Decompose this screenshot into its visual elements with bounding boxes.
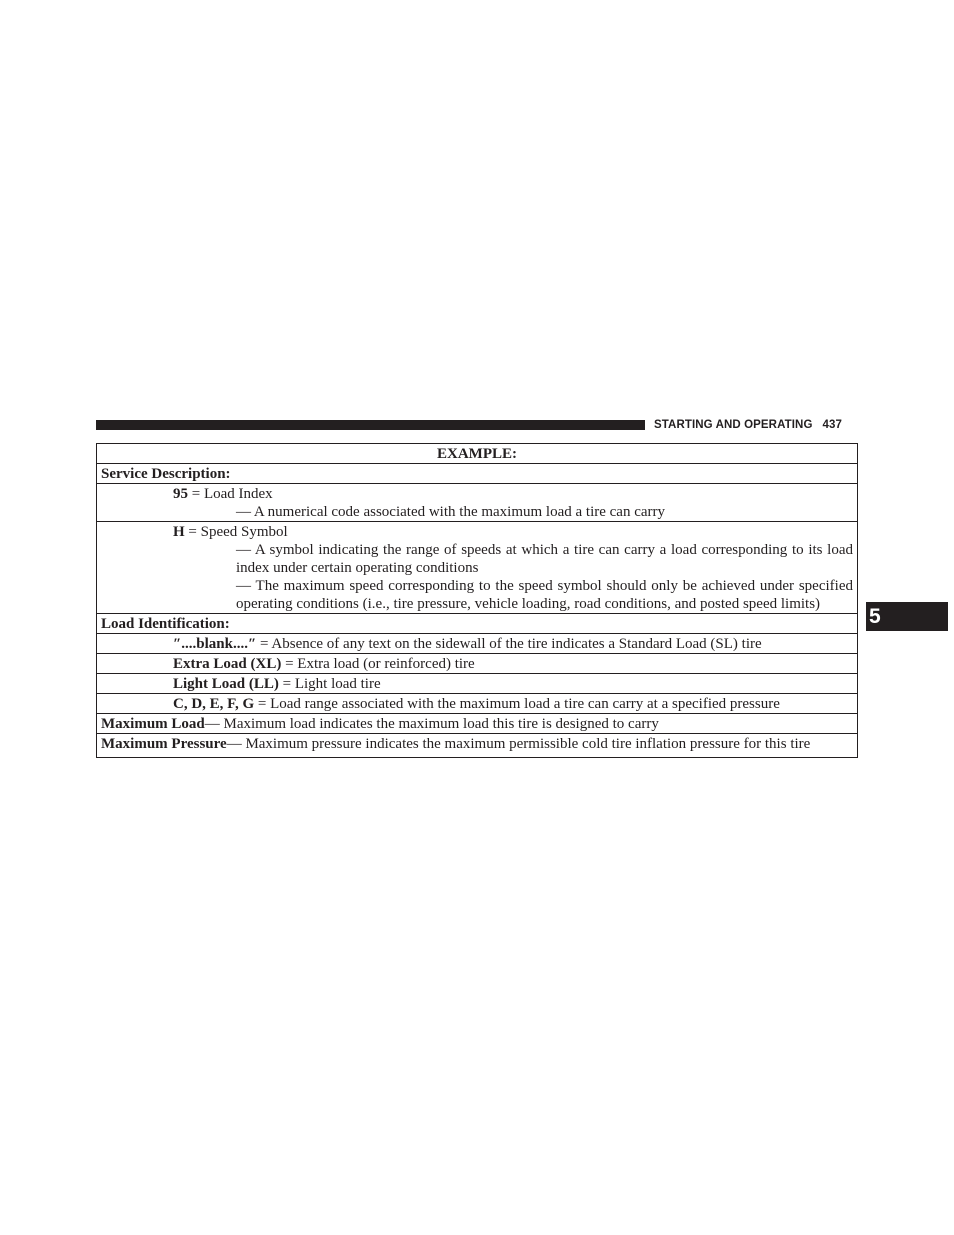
load-range-term: C, D, E, F, G [173, 696, 255, 712]
extra-load-text: = Extra load (or reinforced) tire [281, 656, 475, 672]
table-row-maximum-pressure [97, 733, 857, 757]
table-caption: EXAMPLE: [437, 446, 517, 462]
extra-load-term: Extra Load (XL) [173, 656, 282, 672]
load-identification-label: Load Identification: [97, 613, 857, 633]
light-load-line [101, 675, 853, 693]
maximum-pressure-term: Maximum Pressure [101, 736, 227, 752]
table-row-maximum-load [97, 713, 857, 733]
light-load-text: = Light load tire [278, 676, 381, 692]
light-load-term: Light Load (LL) [173, 676, 279, 692]
standard-load-term: ″....blank....″ [173, 636, 257, 652]
standard-load-line [101, 635, 853, 653]
maximum-pressure-text: — Maximum pressure indicates the maximum permissible cold tire inflation pressure for this tire [226, 736, 811, 752]
standard-load-text: = Absence of any text on the sidewall of the tire indicates a Standard Load (SL) tire [256, 636, 762, 652]
service-description-label: Service Description: [97, 463, 857, 483]
load-range-line [101, 695, 853, 713]
table-row-standard-load [97, 633, 857, 653]
table-row-load-index [97, 483, 857, 521]
load-index-text: = Load Index [188, 486, 273, 502]
load-index-note: — A numerical code associated with the maximum load a tire can carry [236, 504, 666, 520]
speed-symbol-line [101, 523, 853, 541]
table-row-light-load [97, 673, 857, 693]
tire-info-table [96, 443, 858, 758]
load-index-line [101, 485, 853, 503]
speed-symbol-code: H [173, 524, 185, 540]
header-rule [96, 420, 645, 430]
table-row-speed-symbol [97, 521, 857, 613]
extra-load-line [101, 655, 853, 673]
speed-symbol-text: = Speed Symbol [184, 524, 288, 540]
speed-symbol-note-2: — The maximum speed corresponding to the speed symbol should only be achieved under specified operating conditions (i.e., tire pressure, vehicle loading, road conditions, and posted speed limits) [236, 578, 853, 612]
maximum-load-text: — Maximum load indicates the maximum load this tire is designed to carry [204, 716, 659, 732]
table-row-extra-load [97, 653, 857, 673]
speed-symbol-note-1: — A symbol indicating the range of speeds at which a tire can carry a load corresponding to its load index under certain operating conditions [236, 542, 853, 576]
section-title: STARTING AND OPERATING [654, 419, 813, 431]
running-header [654, 418, 858, 432]
page-number: 437 [822, 419, 843, 431]
chapter-tab: 5 [866, 602, 948, 631]
maximum-load-term: Maximum Load [101, 716, 205, 732]
load-range-text: = Load range associated with the maximum load a tire can carry at a specified pressure [254, 696, 780, 712]
load-index-code: 95 [173, 486, 188, 502]
table-row-load-range [97, 693, 857, 713]
